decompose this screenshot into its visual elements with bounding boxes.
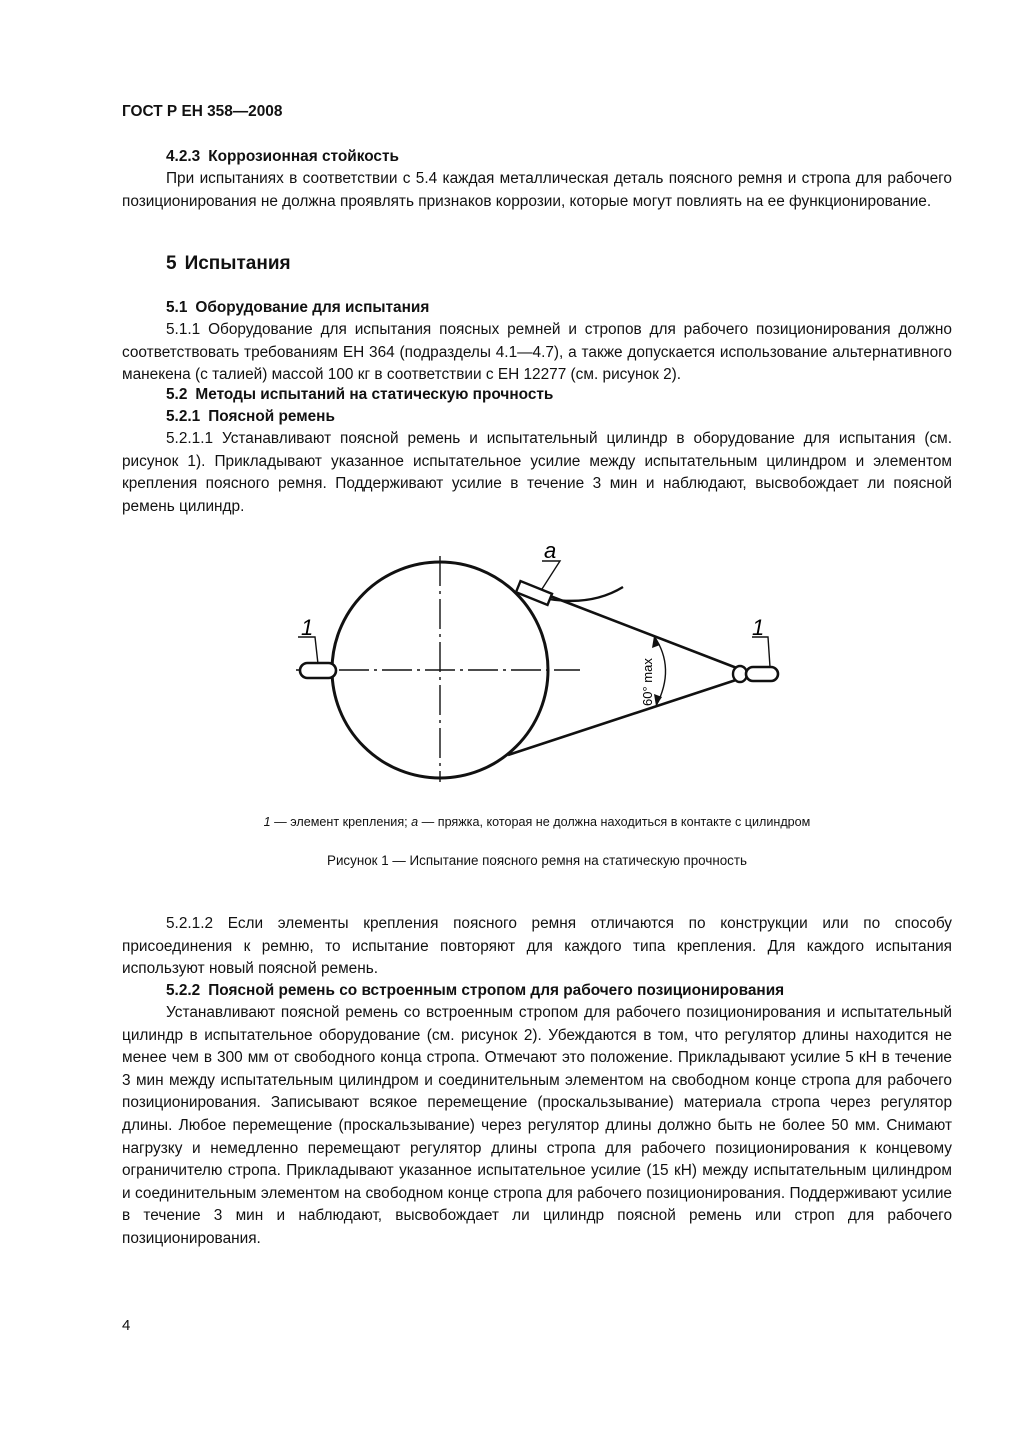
legend-text: — элемент крепления; (270, 815, 412, 829)
section-4-2-3-paragraph: При испытаниях в соответствии с 5.4 каждая металлическая деталь поясного ремня и стропа для рабочего позиционирования не должна проявлять признаков коррозии, которые могут повлиять на ее функционирование. (122, 170, 952, 210)
section-5-1-1-paragraph: 5.1.1 Оборудование для испытания поясных ремней и стропов для рабочего позиционирования должно соответствовать требованиям ЕН 364 (подразделы 4.1—4.7), а также допускается использование альтернативного манекена (с талией) массой 100 кг в соответствии с ЕН 12277 (см. рисунок 2). (122, 321, 952, 384)
label-buckle: a (544, 538, 557, 563)
label-anchor-left: 1 (301, 615, 314, 640)
leader-right-1 (752, 637, 770, 667)
document-header: ГОСТ Р ЕН 358—2008 (122, 103, 283, 120)
section-number: 5.2.1 (166, 408, 201, 425)
section-title: Поясной ремень со встроенным стропом для рабочего позиционирования (208, 982, 785, 999)
section-5-2-2-heading (166, 980, 996, 1003)
section-number: 5 (166, 253, 177, 274)
leader-left-1 (298, 637, 318, 664)
legend-key: a (411, 815, 419, 829)
label-anchor-right: 1 (752, 615, 765, 640)
section-number: 5.2 (166, 386, 188, 403)
section-number: 4.2.3 (166, 148, 201, 165)
section-title: Коррозионная стойкость (208, 148, 399, 165)
leader-a (542, 561, 560, 589)
section-title: Методы испытаний на статическую прочность (195, 386, 554, 403)
figure-1-title: Рисунок 1 — Испытание поясного ремня на статическую прочность (327, 853, 747, 868)
figure-1-legend (122, 815, 952, 829)
legend-key: 1 (263, 815, 271, 829)
page-number: 4 (122, 1317, 131, 1334)
belt-lower-strap (508, 678, 742, 755)
left-anchor-element (300, 663, 336, 678)
section-5-2-2-paragraph: Устанавливают поясной ремень со встроенным стропом для рабочего позиционирования и испытательный цилиндр в испытательное оборудование (см. рисунок 2). Убеждаются в том, что регулятор длины находится не менее чем в 300 мм от свободного конца стропа. Отмечают это положение. Прикладывают усилие 5 кН в течение 3 мин между испытательным цилиндром и соединительным элементом на свободном конце стропа для рабочего позиционирования. Записывают всякое перемещение (проскальзывание) материала стропа через регулятор длины. Любое перемещение (проскальзывание) через регулятор длины должно быть не более 50 мм. Снимают нагрузку и немедленно перемещают регулятор длины стропа для рабочего позиционирования к концевому ограничителю стропа. Прикладывают указанное испытательное усилие (15 кН) между испытательным цилиндром и соединительным элементом на свободном конце стропа для рабочего позиционирования. Поддерживают усилие в течение 3 мин и наблюдают, высвобождает ли цилиндр поясной ремень или строп для рабочего позиционирования. (122, 1004, 952, 1247)
section-number: 5.2.2 (166, 982, 201, 999)
angle-label: 60° max (640, 658, 655, 706)
belt-upper-strap (519, 584, 742, 670)
section-number: 5.1 (166, 299, 188, 316)
buckle (516, 581, 552, 605)
section-5-2-1-1-paragraph: 5.2.1.1 Устанавливают поясной ремень и испытательный цилиндр в оборудование для испытания (см. рисунок 1). Прикладывают указанное испытательное усилие между испытательным цилиндром и элементом крепления поясного ремня. Поддерживают усилие в течение 3 мин и наблюдают, высвобождает ли поясной ремень цилиндр. (122, 430, 952, 515)
section-title: Оборудование для испытания (195, 299, 430, 316)
right-anchor-element (746, 667, 778, 681)
legend-text: — пряжка, которая не должна находиться в контакте с цилиндром (418, 815, 811, 829)
section-title: Поясной ремень (208, 408, 335, 425)
section-title: Испытания (184, 253, 291, 274)
section-5-2-1-2-paragraph: 5.2.1.2 Если элементы крепления поясного ремня отличаются по конструкции или по способу присоединения к ремню, то испытание повторяют для каждого типа крепления. Для каждого испытания используют новый поясной ремень. (122, 915, 952, 978)
